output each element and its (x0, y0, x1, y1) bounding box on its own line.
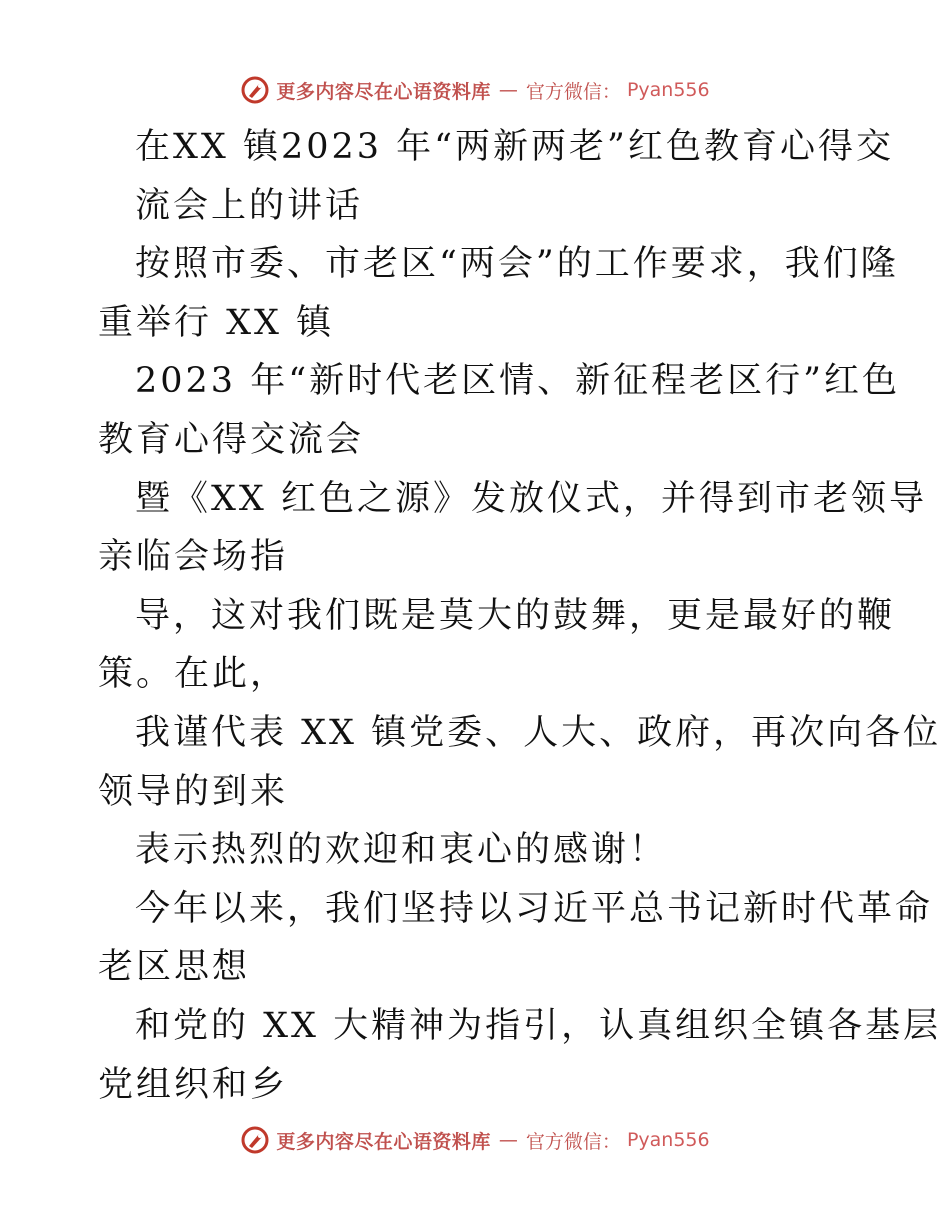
header-watermark (0, 70, 950, 110)
text-line: 按照市委、市老区“两会”的工作要求，我们隆 (135, 244, 899, 285)
text-line: 导，这对我们既是莫大的鼓舞，更是最好的鞭 (135, 595, 896, 636)
text-line: 表示热烈的欢迎和衷心的感谢！ (135, 830, 668, 871)
text-line: 今年以来，我们坚持以习近平总书记新时代革命 (135, 888, 934, 929)
text-line: 党组织和乡 (98, 1064, 289, 1105)
pen-logo-icon (240, 75, 270, 105)
text-line: 领导的到来 (98, 771, 289, 812)
pen-logo-icon (240, 1125, 270, 1155)
text-line: 老区思想 (98, 947, 251, 988)
watermark-wechat-id: Pyan556 (626, 1129, 710, 1151)
text-line: 在XX 镇2023 年“两新两老”红色教育心得交 (135, 127, 894, 167)
footer-watermark (0, 1120, 950, 1160)
text-line: 和党的 XX 大精神为指引，认真组织全镇各基层 (135, 1005, 942, 1046)
document-body (98, 118, 942, 1114)
watermark-separator: — (498, 1129, 518, 1151)
text-line: 暨《XX 红色之源》发放仪式，并得到市老领导 (135, 478, 927, 519)
text-line: 我谨代表 XX 镇党委、人大、政府，再次向各位 (135, 712, 942, 753)
watermark-text: 更多内容尽在心语资料库 (276, 1130, 491, 1153)
watermark-label: 官方微信： (525, 80, 621, 103)
watermark-text: 更多内容尽在心语资料库 (276, 80, 491, 103)
text-line: 重举行 XX 镇 (98, 302, 335, 343)
text-line: 亲临会场指 (98, 537, 289, 578)
watermark-wechat-id: Pyan556 (626, 79, 710, 101)
text-line: 流会上的讲话 (135, 185, 364, 226)
watermark-label: 官方微信： (525, 1130, 621, 1153)
text-line: 策。在此， (98, 654, 289, 695)
text-line: 教育心得交流会 (98, 419, 365, 460)
text-line: 2023 年“新时代老区情、新征程老区行”红色 (135, 361, 900, 402)
watermark-separator: — (498, 79, 518, 101)
